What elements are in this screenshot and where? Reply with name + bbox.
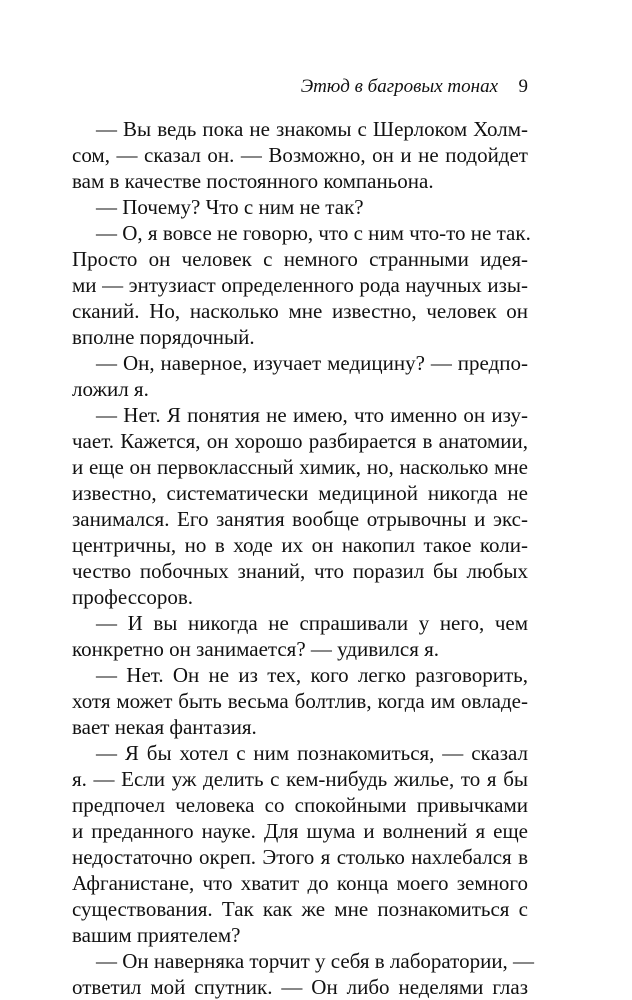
text-line: — Он, наверное, изучает медицину? — предпо- [96, 351, 528, 375]
text-line: — Вы ведь пока не знакомы с Шерлоком Холм- [96, 117, 528, 141]
text-line: вполне порядочный. [72, 325, 255, 349]
text-line: вает некая фантазия. [72, 715, 257, 739]
text-line: вашим приятелем? [72, 923, 241, 947]
text-line: конкретно он занимается? — удивился я. [72, 637, 440, 661]
page-number: 9 [518, 76, 528, 97]
text-line: Афганистане, что хватит до конца моего земного [72, 871, 528, 895]
page-header [300, 74, 528, 100]
text-line: и преданного науке. Для шума и волнений я еще [72, 819, 528, 843]
text-line: профессоров. [72, 585, 193, 609]
text-line: сом, — сказал он. — Возможно, он и не подойдет [72, 143, 528, 167]
text-line: известно, систематически медициной никогда не [72, 481, 528, 505]
text-line: существования. Так как же мне познакомиться с [72, 897, 528, 921]
text-line: я. — Если уж делить с кем-нибудь жилье, то я бы [72, 767, 528, 791]
text-line: — Нет. Я понятия не имею, что именно он изу- [96, 403, 528, 427]
text-line: сканий. Но, насколько мне известно, человек он [72, 299, 528, 323]
text-line: занимался. Его занятия вообще отрывочны и экс- [72, 507, 528, 531]
text-line: недостаточно окреп. Этого я столько нахлебался в [72, 845, 528, 869]
text-line: Просто он человек с немного странными идея- [72, 247, 528, 271]
text-line: чество побочных знаний, что поразил бы любых [72, 559, 528, 583]
text-line: — Я бы хотел с ним познакомиться, — сказал [96, 741, 528, 765]
running-title: Этюд в багровых тонах [300, 76, 498, 97]
text-line: ми — энтузиаст определенного рода научных изы- [72, 273, 528, 297]
text-line: центричны, но в ходе их он накопил такое коли- [72, 533, 528, 557]
body-text [72, 116, 535, 1000]
text-line: — Он наверняка торчит у себя в лаборатории, — [96, 949, 535, 973]
text-line: ложил я. [72, 377, 149, 401]
text-line: — И вы никогда не спрашивали у него, чем [96, 611, 528, 635]
text-line: предпочел человека со спокойными привычками [72, 793, 528, 817]
text-line: — Нет. Он не из тех, кого легко разговорить, [96, 663, 528, 687]
text-line: — Почему? Что с ним не так? [96, 195, 364, 219]
text-line: ответил мой спутник. — Он либо неделями глаз [72, 975, 528, 999]
text-line: — О, я вовсе не говорю, что с ним что-то не так. [96, 221, 531, 245]
text-line: чает. Кажется, он хорошо разбирается в анатомии, [72, 429, 528, 453]
text-line: и еще он первоклассный химик, но, насколько мне [72, 455, 528, 479]
text-line: хотя может быть весьма болтлив, когда им овладе- [72, 689, 528, 713]
text-line: вам в качестве постоянного компаньона. [72, 169, 434, 193]
